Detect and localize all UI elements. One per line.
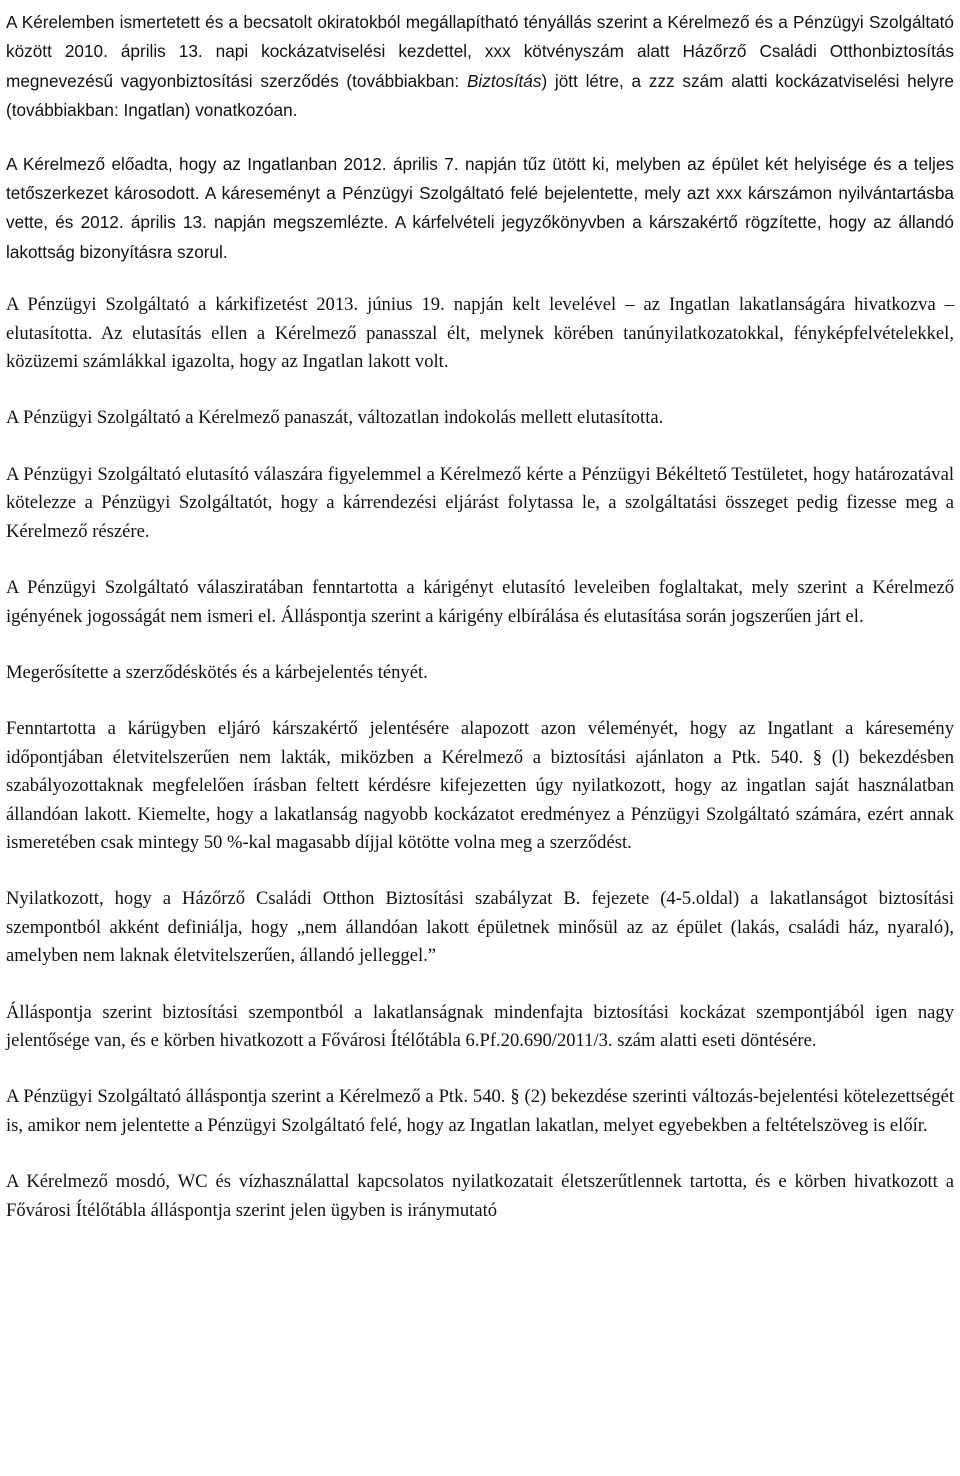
paragraph-text: A Kérelmező mosdó, WC és vízhasználattal kapcsolatos nyilatkozatait életszerűtlennek tartotta, és e körben hivatkozott a Fővárosi Ítélőtábla álláspontja szerint jelen ügyben is iránymutató: [6, 1171, 954, 1221]
paragraph-statements: [6, 1168, 954, 1225]
paragraph-request: [6, 461, 954, 546]
paragraph-policy-definition: [6, 885, 954, 970]
paragraph-text: A Kérelmező előadta, hogy az Ingatlanban 2012. április 7. napján tűz ütött ki, melyben az épület két helyisége és a teljes tetőszerkezet károsodott. A káreseményt a Pénzügyi Szolgáltató felé bejelentette, mely azt xxx kárszámon nyilvántartásba vette, és 2012. április 13. napján megszemlézte. A kárfelvételi jegyzőkönyvben a kárszakértő rögzítette, hogy az állandó lakottság bizonyításra szorul.: [6, 153, 954, 262]
paragraph-text: A Pénzügyi Szolgáltató válasziratában fenntartotta a kárigényt elutasító leveleiben foglaltakat, mely szerint a Kérelmező igényének jogosságát nem ismeri el. Álláspontja szerint a kárigény elbírálása és elutasítása során jogszerűen járt el.: [6, 577, 954, 627]
paragraph-claim-rejection: [6, 291, 954, 376]
paragraph-text: A Kérelemben ismertetett és a becsatolt okiratokból megállapítható tényállás szerint a Kérelmező és a Pénzügyi Szolgáltató között 2010. április 13. napi kockázatviselési kezdettel, xxx kötvényszám alatt Házőrző Családi Otthonbiztosítás megnevezésű vagyonbiztosítási szerződés (továbbiakban:: [6, 12, 954, 91]
paragraph-confirmation: [6, 659, 954, 687]
paragraph-text: A Pénzügyi Szolgáltató elutasító válaszára figyelemmel a Kérelmező kérte a Pénzügyi Békéltető Testületet, hogy határozatával kötelezze a Pénzügyi Szolgáltatót, hogy a kárrendezési eljárást folytassa le, a szolgáltatási összeget pedig fizesse meg a Kérelmező részére.: [6, 463, 954, 542]
paragraph-fire-event: [6, 150, 954, 268]
paragraph-response: [6, 574, 954, 631]
paragraph-text: Megerősítette a szerződéskötés és a kárbejelentés tényét.: [6, 661, 428, 683]
paragraph-text: Nyilatkozott, hogy a Házőrző Családi Otthon Biztosítási szabályzat B. fejezete (4-5.oldal) a lakatlanságot biztosítási szempontból akként definiálja, hogy „nem állandóan lakott épületnek minősül az az épület (lakás, családi ház, nyaraló), amelyben nem laknak életvitelszerűen, állandó jelleggel.”: [6, 888, 954, 967]
paragraph-complaint-rejected: [6, 404, 954, 432]
paragraph-text: Fenntartotta a kárügyben eljáró kárszakértő jelentésére alapozott azon véleményét, hogy az Ingatlant a káresemény időpontjában életvitelszerűen nem lakták, miközben a Kérelmező a biztosítási ajánlaton a Ptk. 540. § (l) bekezdésben szabályozottaknak megfelelően írásban feltett kérdésre kifejezetten úgy nyilatkozott, hogy az ingatlan saját használatban állandóan lakott. Kiemelte, hogy a lakatlanság nagyobb kockázatot eredményez a Pénzügyi Szolgáltató számára, ezért annak ismeretében csak mintegy 50 %-kal magasabb díjjal kötötte volna meg a szerződést.: [6, 718, 954, 853]
paragraph-text: A Pénzügyi Szolgáltató álláspontja szerint a Kérelmező a Ptk. 540. § (2) bekezdése szerinti változás-bejelentési kötelezettségét is, amikor nem jelentette a Pénzügyi Szolgáltató felé, hogy az Ingatlan lakatlan, melyet egyebekben a feltételszöveg is előír.: [6, 1086, 954, 1136]
paragraph-contract: [6, 8, 954, 126]
paragraph-expert-opinion: [6, 715, 954, 857]
defined-term: Biztosítás: [466, 70, 542, 91]
paragraph-text: A Pénzügyi Szolgáltató a Kérelmező panaszát, változatlan indokolás mellett elutasította.: [6, 407, 664, 429]
paragraph-text: A Pénzügyi Szolgáltató a kárkifizetést 2013. június 19. napján kelt levelével ‒ az Ingatlan lakatlanságára hivatkozva ‒ elutasította. Az elutasítás ellen a Kérelmező panasszal élt, melynek körében tanúnyilatkozatokkal, fényképfelvételekkel, közüzemi számlákkal igazolta, hogy az Ingatlan lakott volt.: [6, 294, 954, 373]
paragraph-court-reference: [6, 999, 954, 1056]
paragraph-text: Álláspontja szerint biztosítási szempontból a lakatlanságnak mindenfajta biztosítási kockázat szempontjából igen nagy jelentősége van, és e körben hivatkozott a Fővárosi Ítélőtábla 6.Pf.20.690/2011/3. szám alatti eseti döntésére.: [6, 1001, 954, 1051]
paragraph-text: ) jött létre, a zzz szám alatti kockázatviselési helyre (továbbiakban: Ingatlan) vonatkozóan.: [6, 70, 954, 121]
paragraph-notification-duty: [6, 1083, 954, 1140]
